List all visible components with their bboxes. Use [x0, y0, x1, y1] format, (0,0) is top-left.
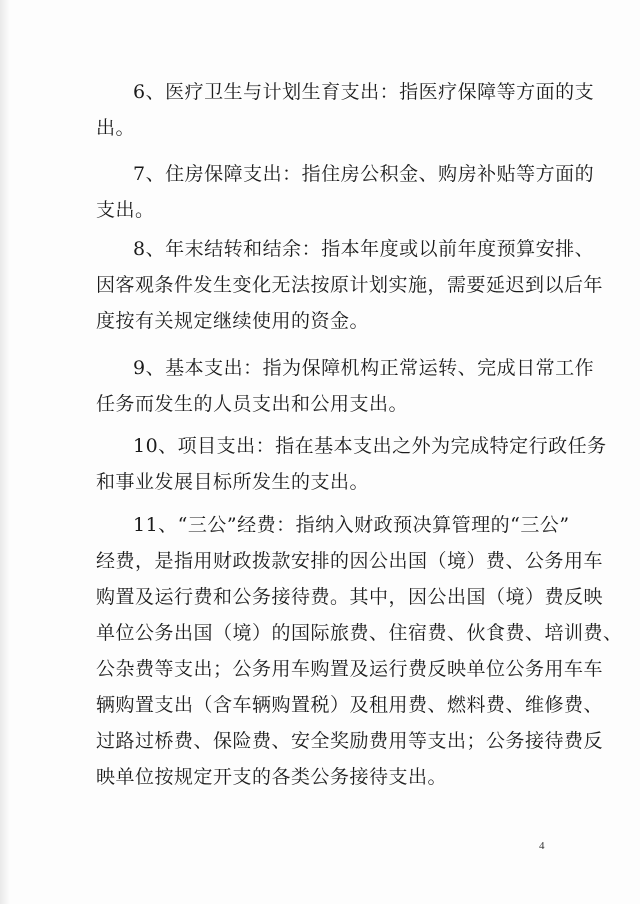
- paragraph-line: 出。: [96, 117, 136, 139]
- paragraph-line: 支出。: [96, 199, 155, 221]
- paragraph-line: 经费，是指用财政拨款安排的因公出国（境）费、公务用车: [96, 550, 604, 572]
- paragraph-line: 6、医疗卫生与计划生育支出：指医疗保障等方面的支: [133, 81, 595, 103]
- paragraph-line: 单位公务出国（境）的国际旅费、住宿费、伙食费、培训费、: [96, 622, 623, 644]
- paragraph-line: 8、年末结转和结余：指本年度或以前年度预算安排、: [133, 238, 595, 260]
- paragraph-10: [96, 428, 607, 500]
- paragraph-line: 辆购置支出（含车辆购置税）及租用费、燃料费、维修费、: [96, 694, 604, 716]
- scan-edge: [0, 0, 10, 904]
- paragraph-line: 10、项目支出：指在基本支出之外为完成特定行政任务: [133, 435, 607, 457]
- paragraph-line: 任务而发生的人员支出和公用支出。: [96, 393, 409, 415]
- paragraph-11: [96, 507, 623, 795]
- paragraph-6: [96, 74, 595, 146]
- paragraph-line: 度按有关规定继续使用的资金。: [96, 310, 370, 332]
- paragraph-9: [96, 350, 595, 422]
- paragraph-line: 因客观条件发生变化无法按原计划实施，需要延迟到以后年: [96, 274, 604, 296]
- paragraph-line: 11、“三公”经费：指纳入财政预决算管理的“三公”: [133, 514, 570, 536]
- paragraph-line: 过路过桥费、保险费、安全奖励费用等支出；公务接待费反: [96, 730, 604, 752]
- paragraph-line: 购置及运行费和公务接待费。其中，因公出国（境）费反映: [96, 586, 604, 608]
- paragraph-line: 映单位按规定开支的各类公务接待支出。: [96, 766, 448, 788]
- paragraph-line: 7、住房保障支出：指住房公积金、购房补贴等方面的: [133, 163, 595, 185]
- paragraph-line: 9、基本支出：指为保障机构正常运转、完成日常工作: [133, 357, 595, 379]
- paragraph-7: [96, 156, 595, 228]
- paragraph-8: [96, 231, 604, 339]
- paragraph-line: 和事业发展目标所发生的支出。: [96, 471, 370, 493]
- paragraph-line: 公杂费等支出；公务用车购置及运行费反映单位公务用车车: [96, 658, 604, 680]
- page-number: 4: [539, 840, 545, 852]
